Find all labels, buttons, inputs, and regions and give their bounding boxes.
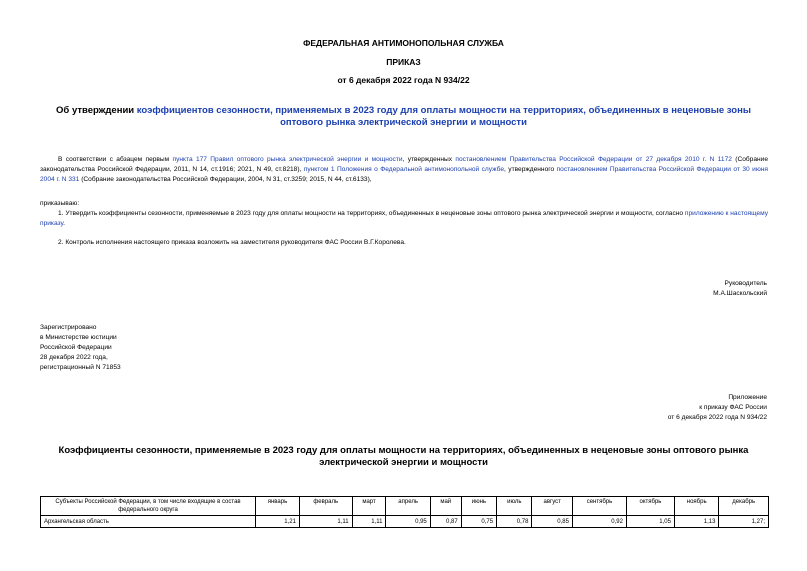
item1-end: .	[63, 220, 65, 227]
header-august: август	[532, 497, 572, 516]
link-resolution-331[interactable]: постановлением Правительства Российской Федерации от 30 июня 2004 г. N 331	[40, 166, 768, 183]
item1-text: 1. Утвердить коэффициенты сезонности, применяемые в 2023 году для оплаты мощности на территориях, объединенных в неценовые зоны оптового рынка электрической энергии и мощности, согласно	[58, 210, 685, 217]
title-link[interactable]: коэффициентов сезонности, применяемых в 2023 году для оплаты мощности на территориях, объединенных в неценовые зоны оптового рынка электрической энергии и мощности	[136, 105, 751, 128]
registration-block	[40, 323, 121, 373]
appendix-line-1: Приложение	[728, 394, 767, 401]
header-december: декабрь	[719, 497, 769, 516]
header-july: июль	[497, 497, 532, 516]
header-june: июнь	[461, 497, 496, 516]
header-october: октябрь	[626, 497, 674, 516]
cell-value: 0,78	[497, 516, 532, 528]
registration-line-2: в Министерстве юстиции	[40, 334, 117, 341]
registration-line-1: Зарегистрировано	[40, 324, 97, 331]
cell-value: 1,05	[626, 516, 674, 528]
title-prefix: Об утверждении	[56, 105, 137, 116]
cell-value: 0,95	[386, 516, 430, 528]
link-fas-regulation[interactable]: пунктом 1 Положения о Федеральной антимонопольной службе	[303, 166, 505, 173]
cell-value: 0,87	[430, 516, 461, 528]
cell-value: 0,92	[572, 516, 626, 528]
table-header-row	[41, 497, 769, 516]
intro-paragraph	[40, 155, 768, 185]
cell-value: 1,21	[256, 516, 300, 528]
appendix-line-3: от 6 декабря 2022 года N 934/22	[667, 414, 767, 421]
header-april: апрель	[386, 497, 430, 516]
intro-text-2: , утвержденных	[402, 156, 456, 163]
cell-value: 1,27;	[719, 516, 769, 528]
header-may: май	[430, 497, 461, 516]
intro-text-1: В соответствии с абзацем первым	[58, 156, 173, 163]
signature-position: Руководитель	[724, 280, 767, 287]
order-item-1	[40, 209, 768, 229]
intro-text-5: (Собрание законодательства Российской Федерации, 2004, N 31, ст.3259; 2015, N 44, ст.6133),	[79, 176, 372, 183]
intro-text-4: , утвержденного	[504, 166, 557, 173]
table-title: Коэффициенты сезонности, применяемые в 2023 году для оплаты мощности на территориях, объединенных в неценовые зоны оптового рынка электрической энергии и мощности	[58, 445, 749, 468]
link-appendix[interactable]: приложению к настоящему приказу	[40, 210, 768, 227]
coefficients-table	[40, 496, 769, 528]
header-february: февраль	[299, 497, 352, 516]
registration-line-4: 28 декабря 2022 года,	[40, 354, 108, 361]
header-march: март	[352, 497, 386, 516]
order-item-2: 2. Контроль исполнения настоящего приказа возложить на заместителя руководителя ФАС России В.Г.Королева.	[58, 239, 406, 246]
link-rules-item-177[interactable]: пункта 177 Правил оптового рынка электрической энергии и мощности	[172, 156, 403, 163]
cell-value: 1,13	[674, 516, 718, 528]
header-september: сентябрь	[572, 497, 626, 516]
cell-value: 1,11	[352, 516, 386, 528]
appendix-block	[668, 393, 767, 423]
order-word: приказываю:	[40, 200, 80, 207]
agency-name: ФЕДЕРАЛЬНАЯ АНТИМОНОПОЛЬНАЯ СЛУЖБА	[303, 38, 504, 48]
appendix-line-2: к приказу ФАС России	[699, 404, 767, 411]
cell-value: 0,85	[532, 516, 572, 528]
registration-line-3: Российской Федерации	[40, 344, 112, 351]
document-date-number: от 6 декабря 2022 года N 934/22	[337, 75, 470, 85]
intro-text-3: (Собрание законодательства Российской Федерации, 2011, N 14, ст.1916; 2021, N 49, ст.8218),	[40, 156, 768, 173]
document-title	[40, 105, 767, 129]
header-region: Субъекты Российской Федерации, в том числе входящие в состав федерального округа	[41, 497, 256, 516]
header-november: ноябрь	[674, 497, 718, 516]
signature-block	[713, 279, 767, 299]
table-row	[41, 516, 769, 528]
document-type: ПРИКАЗ	[386, 57, 421, 67]
signature-name: М.А.Шаскольский	[713, 290, 767, 297]
cell-region: Архангельская область	[41, 516, 256, 528]
header-january: январь	[256, 497, 300, 516]
cell-value: 0,75	[461, 516, 496, 528]
cell-value: 1,11	[299, 516, 352, 528]
link-resolution-1172[interactable]: постановлением Правительства Российской Федерации от 27 декабря 2010 г. N 1172	[455, 156, 732, 163]
registration-line-5: регистрационный N 71853	[40, 364, 121, 371]
